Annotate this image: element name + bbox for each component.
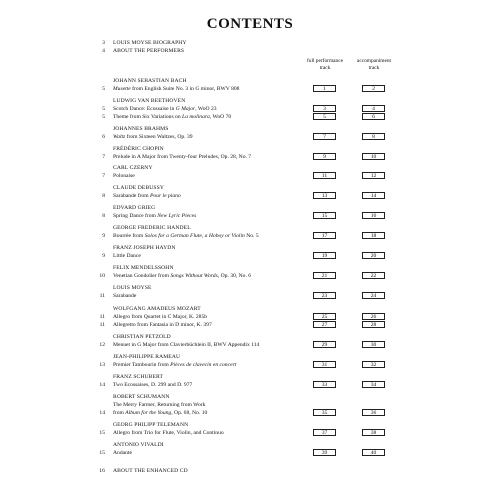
page-number: 14 xyxy=(99,382,105,388)
work-entry xyxy=(0,113,500,121)
work-title xyxy=(113,192,181,200)
work-entry xyxy=(0,292,500,300)
page-number: 5 xyxy=(102,86,105,92)
page-number: 9 xyxy=(102,233,105,239)
composer-heading xyxy=(0,264,500,272)
work-title-pre: Polonaise xyxy=(113,173,135,179)
accompaniment-track: 6 xyxy=(362,113,385,120)
page-number: 15 xyxy=(99,450,105,456)
accompaniment-track: 28 xyxy=(362,321,385,328)
work-title xyxy=(113,105,217,113)
work-title xyxy=(113,252,141,260)
work-title-post: from English Suite No. 3 in G minor, BWV 808 xyxy=(130,86,240,92)
composer-name: LUDWIG VAN BEETHOVEN xyxy=(113,98,186,104)
composer-heading xyxy=(0,284,500,292)
work-entry xyxy=(0,252,500,260)
work-entry xyxy=(0,449,500,457)
accompaniment-track: 12 xyxy=(362,172,385,179)
page-number: 15 xyxy=(99,430,105,436)
full-performance-track: 3 xyxy=(313,105,336,112)
work-title-post: , WoO 70 xyxy=(209,114,232,120)
work-title-pre: Menuet in G Major from Clavierbüchlein II, BWV Appendix 114 xyxy=(113,342,260,348)
work-title-ital: La molinara xyxy=(182,114,210,120)
work-entry xyxy=(0,232,500,240)
full-performance-track: 17 xyxy=(313,232,336,239)
work-entry xyxy=(0,172,500,180)
full-performance-header xyxy=(303,58,347,72)
accompaniment-track: 10 xyxy=(362,153,385,160)
work-entry xyxy=(0,341,500,349)
page-number: 10 xyxy=(99,273,105,279)
composer-name: WOLFGANG AMADEUS MOZART xyxy=(113,306,201,312)
full-performance-track: 13 xyxy=(313,192,336,199)
work-title-post: , Op. 30, No. 6 xyxy=(217,273,252,279)
composer-heading xyxy=(0,125,500,133)
work-title-pre: Sarabande from xyxy=(113,193,150,199)
page-number: 14 xyxy=(99,410,105,416)
work-title-pre: Spring Dance from xyxy=(113,213,158,219)
work-title-pre: Two Ecossaises, D. 299 and D. 977 xyxy=(113,382,193,388)
composer-heading xyxy=(0,333,500,341)
full-performance-track: 29 xyxy=(313,341,336,348)
header-line: track xyxy=(368,65,380,71)
work-title xyxy=(113,133,193,141)
entry-text: LOUIS MOYSE BIOGRAPHY xyxy=(113,40,187,46)
composer-name: JOHANN SEBASTIAN BACH xyxy=(113,78,187,84)
work-title-post: , WoO 23 xyxy=(195,106,217,112)
composer-name: FRANZ SCHUBERT xyxy=(113,374,164,380)
full-performance-track: 35 xyxy=(313,409,336,416)
work-title xyxy=(113,321,212,329)
accompaniment-track: 36 xyxy=(362,409,385,416)
work-entry xyxy=(0,409,500,417)
work-entry xyxy=(0,313,500,321)
full-performance-track: 23 xyxy=(313,292,336,299)
full-performance-track: 1 xyxy=(313,85,336,92)
work-title xyxy=(113,361,236,369)
work-entry xyxy=(0,212,500,220)
page-number: 6 xyxy=(102,134,105,140)
work-title-pre: The Merry Farmer, Returning from Work xyxy=(113,402,206,408)
composer-heading xyxy=(0,305,500,313)
composer-heading xyxy=(0,204,500,212)
work-entry xyxy=(0,85,500,93)
work-title xyxy=(113,172,135,180)
work-title-pre: Allegretto from Fantasia in D minor, K. 397 xyxy=(113,322,212,328)
work-title-pre: Premier Tambourin from xyxy=(113,362,171,368)
composer-name: EDVARD GRIEG xyxy=(113,205,156,211)
work-title-pre: Little Dance xyxy=(113,253,141,259)
accompaniment-track: 34 xyxy=(362,381,385,388)
work-title-pre: Prelude in A Major from Twenty-four Preludes, Op. 28, No. 7 xyxy=(113,154,252,160)
header-line: full performance xyxy=(306,58,344,64)
page-number: 9 xyxy=(102,253,105,259)
page-number: 8 xyxy=(102,193,105,199)
composer-heading xyxy=(0,145,500,153)
entry-text: ABOUT THE PERFORMERS xyxy=(113,48,185,54)
work-title xyxy=(113,381,192,389)
work-entry xyxy=(0,153,500,161)
work-title xyxy=(113,153,251,161)
header-line: track xyxy=(319,65,331,71)
work-entry xyxy=(0,381,500,389)
full-performance-track: 33 xyxy=(313,381,336,388)
full-performance-track: 19 xyxy=(313,252,336,259)
composer-heading xyxy=(0,373,500,381)
work-title xyxy=(113,313,207,321)
work-title xyxy=(113,449,132,457)
composer-heading xyxy=(0,77,500,85)
full-performance-track: 39 xyxy=(313,449,336,456)
accompaniment-track: 30 xyxy=(362,341,385,348)
composer-name: ROBERT SCHUMANN xyxy=(113,394,170,400)
page-number: 4 xyxy=(102,48,105,54)
full-performance-track: 9 xyxy=(313,153,336,160)
page-number: 11 xyxy=(99,293,105,299)
accompaniment-track: 18 xyxy=(362,232,385,239)
composer-heading xyxy=(0,421,500,429)
work-entry xyxy=(0,272,500,280)
work-entry xyxy=(0,105,500,113)
accompaniment-track: 22 xyxy=(362,272,385,279)
work-title-pre: Allegro from Trio for Flute, Violin, and Continuo xyxy=(113,430,224,436)
page-number: 7 xyxy=(102,154,105,160)
composer-heading xyxy=(0,164,500,172)
intro-entry xyxy=(0,47,500,55)
composer-name: LOUIS MOYSE xyxy=(113,285,152,291)
page-number: 13 xyxy=(99,362,105,368)
work-title-ital: Solos for a German Flute, a Hoboy or Violin xyxy=(144,233,245,239)
work-title xyxy=(113,113,231,121)
page-number: 8 xyxy=(102,213,105,219)
work-title-ital: Waltz xyxy=(113,134,126,140)
work-title-ital: Songs Without Words xyxy=(170,273,218,279)
work-title xyxy=(113,272,251,280)
work-entry xyxy=(0,429,500,437)
work-title-pre: Bourrée from xyxy=(113,233,145,239)
full-performance-track: 7 xyxy=(313,133,336,140)
work-title xyxy=(113,212,196,220)
work-title-ital: Musette xyxy=(113,86,131,92)
accompaniment-track: 26 xyxy=(362,313,385,320)
composer-name: ANTONIO VIVALDI xyxy=(113,442,164,448)
full-performance-track: 27 xyxy=(313,321,336,328)
full-performance-track: 11 xyxy=(313,172,336,179)
work-title xyxy=(113,401,205,409)
work-entry xyxy=(0,321,500,329)
accompaniment-track: 40 xyxy=(362,449,385,456)
work-title xyxy=(113,341,259,349)
page-number: 12 xyxy=(99,342,105,348)
accompaniment-track: 2 xyxy=(362,85,385,92)
work-title-ital: G Major xyxy=(175,106,196,112)
work-title-pre: Theme from Six Variations on xyxy=(113,114,183,120)
composer-name: JOHANNES BRAHMS xyxy=(113,126,169,132)
full-performance-track: 31 xyxy=(313,361,336,368)
entry-text: ABOUT THE ENHANCED CD xyxy=(113,468,188,474)
accompaniment-track: 8 xyxy=(362,133,385,140)
work-title-ital: Album for the Young xyxy=(125,410,172,416)
page-number: 5 xyxy=(102,106,105,112)
page-number: 7 xyxy=(102,173,105,179)
work-title-pre: Venetian Gondolier from xyxy=(113,273,171,279)
full-performance-track: 21 xyxy=(313,272,336,279)
work-title xyxy=(113,409,207,417)
composer-name: CLAUDE DEBUSSY xyxy=(113,185,164,191)
work-title-post: from Sixteen Waltzes, Op. 39 xyxy=(125,134,193,140)
footer-entry xyxy=(0,467,500,475)
composer-name: CARL CZERNY xyxy=(113,165,153,171)
composer-name: GEORGE FREDERIC HANDEL xyxy=(113,225,191,231)
composer-heading xyxy=(0,97,500,105)
work-title-ital: Pièces de clavecin en concert xyxy=(170,362,237,368)
work-title xyxy=(113,292,136,300)
full-performance-track: 37 xyxy=(313,429,336,436)
header-line: accompaniment xyxy=(356,58,392,64)
work-title-ital: Pour le piano xyxy=(149,193,181,199)
page-number: 11 xyxy=(99,314,105,320)
page-number: 16 xyxy=(99,468,105,474)
work-title-pre: from xyxy=(113,410,126,416)
work-title-post: , Op. 68, No. 10 xyxy=(171,410,208,416)
composer-name: FRANZ JOSEPH HAYDN xyxy=(113,245,176,251)
page-number: 11 xyxy=(99,322,105,328)
work-entry xyxy=(0,133,500,141)
composer-heading xyxy=(0,393,500,401)
composer-heading xyxy=(0,353,500,361)
work-entry xyxy=(0,361,500,369)
work-title xyxy=(113,232,259,240)
accompaniment-header xyxy=(352,58,396,72)
composer-name: CHRISTIAN PETZOLD xyxy=(113,334,171,340)
composer-heading xyxy=(0,441,500,449)
composer-name: JEAN-PHILIPPE RAMEAU xyxy=(113,354,181,360)
accompaniment-track: 32 xyxy=(362,361,385,368)
work-title-pre: Andante xyxy=(113,450,132,456)
composer-name: FRÉDÉRIC CHOPIN xyxy=(113,146,164,152)
work-entry xyxy=(0,401,500,409)
accompaniment-track: 24 xyxy=(362,292,385,299)
intro-entry xyxy=(0,39,500,47)
work-title-pre: Sarabande xyxy=(113,293,137,299)
composer-name: FELIX MENDELSSOHN xyxy=(113,265,174,271)
work-entry xyxy=(0,192,500,200)
work-title-post: No. 5 xyxy=(244,233,259,239)
accompaniment-track: 20 xyxy=(362,252,385,259)
accompaniment-track: 4 xyxy=(362,105,385,112)
page-number: 5 xyxy=(102,114,105,120)
page-number: 3 xyxy=(102,40,105,46)
work-title-ital: New Lyric Pieces xyxy=(157,213,197,219)
work-title xyxy=(113,85,239,93)
composer-heading xyxy=(0,224,500,232)
page-title: CONTENTS xyxy=(206,16,294,32)
work-title xyxy=(113,429,224,437)
accompaniment-track: 14 xyxy=(362,192,385,199)
full-performance-track: 15 xyxy=(313,212,336,219)
full-performance-track: 5 xyxy=(313,113,336,120)
work-title-pre: Allegro from Quartet in C Major, K. 285b xyxy=(113,314,208,320)
composer-name: GEORG PHILIPP TELEMANN xyxy=(113,422,189,428)
full-performance-track: 25 xyxy=(313,313,336,320)
composer-heading xyxy=(0,184,500,192)
accompaniment-track: 38 xyxy=(362,429,385,436)
accompaniment-track: 16 xyxy=(362,212,385,219)
composer-heading xyxy=(0,244,500,252)
work-title-pre: Scotch Dance: Ecossaise in xyxy=(113,106,176,112)
